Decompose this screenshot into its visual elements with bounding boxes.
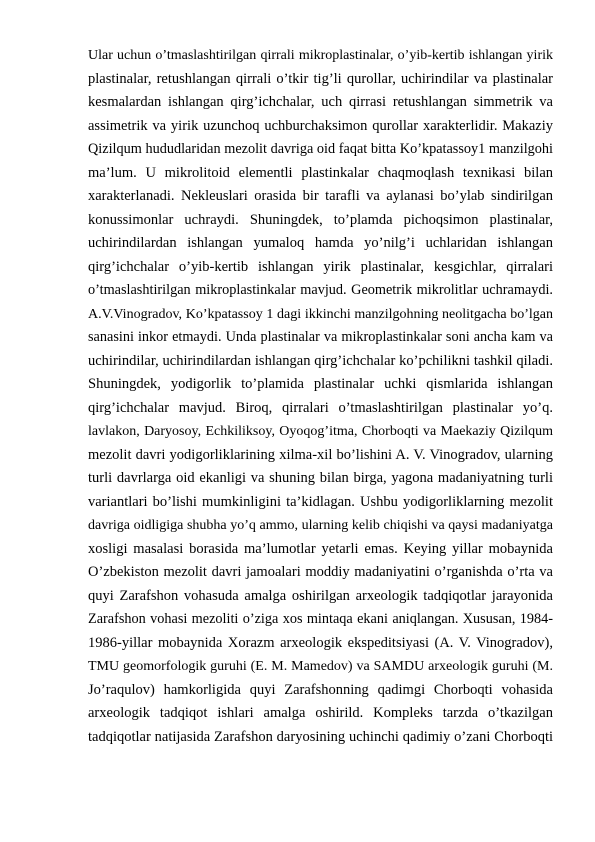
- text-line: qirg’ichchalar mavjud. Biroq, qirralari o’tmaslashtirilgan plastinalar yo’q.: [88, 399, 553, 416]
- text-line: sanasini inkor etmaydi. Unda plastinalar va mikroplastinkalar soni ancha kam va: [88, 329, 553, 345]
- text-line: kesmalardan ishlangan qirg’ichchalar, uch qirrasi retushlangan simmetrik va: [88, 94, 553, 110]
- text-line: O’zbekiston mezolit davri jamoalari moddiy madaniyatini o’rganishda o’rta va: [88, 564, 553, 580]
- text-line: lavlakon, Daryosoy, Echkiliksoy, Oyoqog’itma, Chorboqti va Maekaziy Qizilqum: [88, 424, 553, 439]
- text-line: xosligi masalasi borasida ma’lumotlar yetarli emas. Keying yillar mobaynida: [88, 540, 553, 557]
- text-line: turli davrlarga oid ekanligi va shuning bilan birga, yagona madaniyatning turli: [88, 470, 553, 486]
- text-line: Ular uchun o’tmaslashtirilgan qirrali mikroplastinalar, o’yib-kertib ishlangan yirik: [88, 48, 553, 63]
- text-line: variantlari bo’lishi mumkinligini ta’kidlagan. Ushbu yodigorliklarning mezolit: [88, 493, 553, 510]
- text-line: TMU geomorfologik guruhi (E. M. Mamedov) va SAMDU arxeologik guruhi (M.: [88, 659, 553, 674]
- text-line: davriga oidligiga shubha yo’q ammo, ularning kelib chiqishi va qaysi madaniyatga: [88, 518, 553, 533]
- text-line: plastinalar, retushlangan qirrali o’tkir tig’li qurollar, uchirindilar va plastinalar: [88, 70, 553, 87]
- text-line: ma’lum. U mikrolitoid elementli plastinkalar chaqmoqlash texnikasi bilan: [88, 164, 553, 181]
- text-line: uchirindilar, uchirindilardan ishlangan qirg’ichchalar ko’pchilikni tashkil qiladi.: [88, 352, 553, 369]
- text-line: konussimonlar uchraydi. Shuningdek, to’plamda pichoqsimon plastinalar,: [88, 211, 553, 228]
- text-line: Shuningdek, yodigorlik to’plamida plastinalar uchki qismlarida ishlangan: [88, 376, 553, 392]
- body-text: [88, 44, 553, 749]
- text-line: A.V.Vinogradov, Ko’kpatassoy 1 dagi ikkinchi manzilgohning neolitgacha bo’lgan: [88, 306, 553, 322]
- text-line: mezolit davri yodigorliklarining xilma-xil bo’lishini A. V. Vinogradov, ularning: [88, 446, 553, 463]
- text-line: assimetrik va yirik uzunchoq uchburchaksimon qurollar xarakterlidir. Makaziy: [88, 117, 553, 134]
- text-line: quyi Zarafshon vohasuda amalga oshirilgan arxeologik tadqiqotlar jarayonida: [88, 587, 553, 604]
- text-line: arxeologik tadqiqot ishlari amalga oshirild. Kompleks tarzda o’tkazilgan: [88, 705, 553, 721]
- text-line: Zarafshon vohasi mezoliti o’ziga xos mintaqa ekani aniqlangan. Xususan, 1984-: [88, 611, 553, 627]
- text-line: xarakterlanadi. Nekleuslari orasida bir tarafli va aylanasi bo’ylab sindirilgan: [88, 188, 553, 204]
- text-line: uchirindilardan ishlangan yumaloq hamda yo’nilg’i uchlaridan ishlangan: [88, 235, 553, 251]
- text-line: 1986-yillar mobaynida Xorazm arxeologik ekspeditsiyasi (A. V. Vinogradov),: [88, 634, 553, 651]
- text-line: Jo’raqulov) hamkorligida quyi Zarafshonning qadimgi Chorboqti vohasida: [88, 681, 553, 698]
- text-line: o’tmaslashtirilgan mikroplastinkalar mavjud. Geometrik mikrolitlar uchramaydi.: [88, 282, 553, 298]
- text-line: tadqiqotlar natijasida Zarafshon daryosining uchinchi qadimiy o’zani Chorboqti: [88, 728, 553, 745]
- text-line: qirg’ichchalar o’yib-kertib ishlangan yirik plastinalar, kesgichlar, qirralari: [88, 258, 553, 275]
- text-line: Qizilqum hududlaridan mezolit davriga oid faqat bitta Ko’kpatassoy1 manzilgohi: [88, 141, 553, 157]
